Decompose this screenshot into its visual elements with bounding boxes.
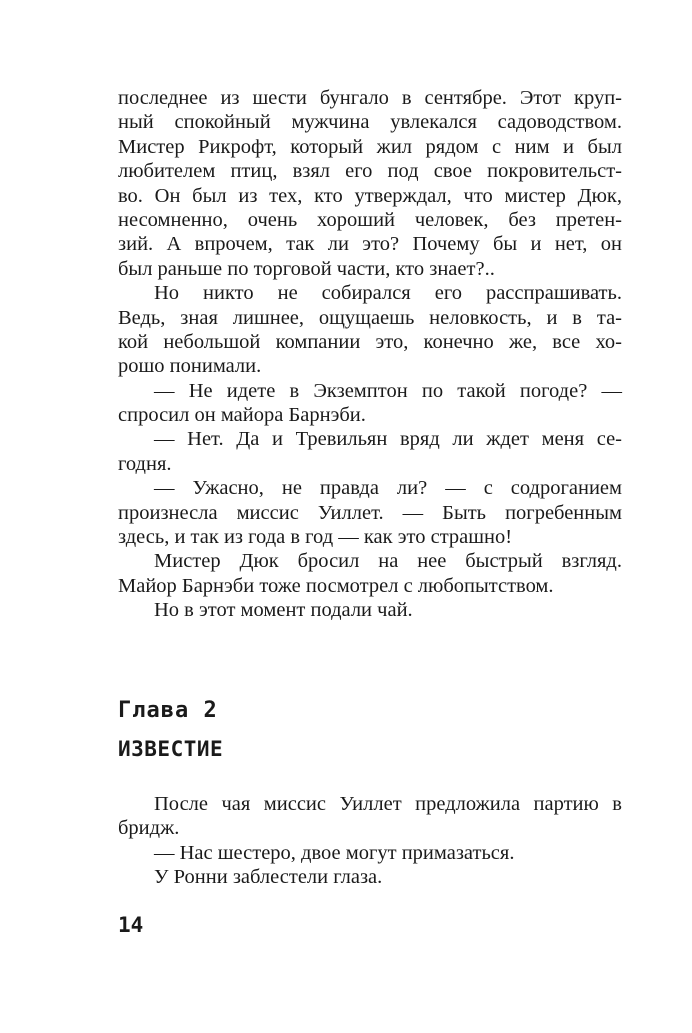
text-line: Но в этот момент подали чай. <box>154 599 413 622</box>
text-line: У Ронни заблестели глаза. <box>154 866 383 889</box>
text-line: Мистер Рикрофт, который жил рядом с ним и был <box>118 135 622 158</box>
text-line: — Нет. Да и Тревильян вряд ли ждет меня се- <box>154 428 622 451</box>
text-line: кой небольшой компании это, конечно же, все хо- <box>118 330 622 353</box>
text-line: последнее из шести бунгало в сентябре. Этот круп- <box>118 87 622 109</box>
chapter-text-block <box>118 792 622 890</box>
text-line: зий. А впрочем, так ли это? Почему бы и нет, он <box>118 233 622 256</box>
text-line: Майор Барнэби тоже посмотрел с любопытством. <box>118 574 554 597</box>
chapter-subtitle: ИЗВЕСТИЕ <box>118 737 224 761</box>
text-line: несомненно, очень хороший человек, без претен- <box>118 208 622 231</box>
text-line: во. Он был из тех, кто утверждал, что мистер Дюк, <box>118 184 622 207</box>
page-number: 14 <box>118 913 144 937</box>
text-line: здесь, и так из года в год — как это страшно! <box>118 526 513 549</box>
text-line: — Нас шестеро, двое могут примазаться. <box>154 841 515 864</box>
main-text-block <box>118 86 622 623</box>
text-line: Мистер Дюк бросил на нее быстрый взгляд. <box>154 550 622 573</box>
text-line: — Не идете в Экземптон по такой погоде? — <box>154 379 622 402</box>
text-line: — Ужасно, не правда ли? — с содроганием <box>154 477 622 500</box>
text-line: годня. <box>118 452 172 475</box>
text-line: любителем птиц, взял его под свое покровительст- <box>118 160 622 183</box>
text-line: Ведь, зная лишнее, ощущаешь неловкость, и в та- <box>118 306 622 329</box>
text-line: ный спокойный мужчина увлекался садоводством. <box>118 111 622 134</box>
text-line: бридж. <box>118 817 180 840</box>
text-line: спросил он майора Барнэби. <box>118 404 366 427</box>
text-line: был раньше по торговой части, кто знает?.. <box>118 257 495 280</box>
text-line: рошо понимали. <box>118 355 262 378</box>
chapter-title: Глава 2 <box>118 698 218 723</box>
text-line: Но никто не собирался его расспрашивать. <box>154 282 622 305</box>
text-line: После чая миссис Уиллет предложила партию в <box>154 793 622 815</box>
text-line: произнесла миссис Уиллет. — Быть погребенным <box>118 501 622 524</box>
